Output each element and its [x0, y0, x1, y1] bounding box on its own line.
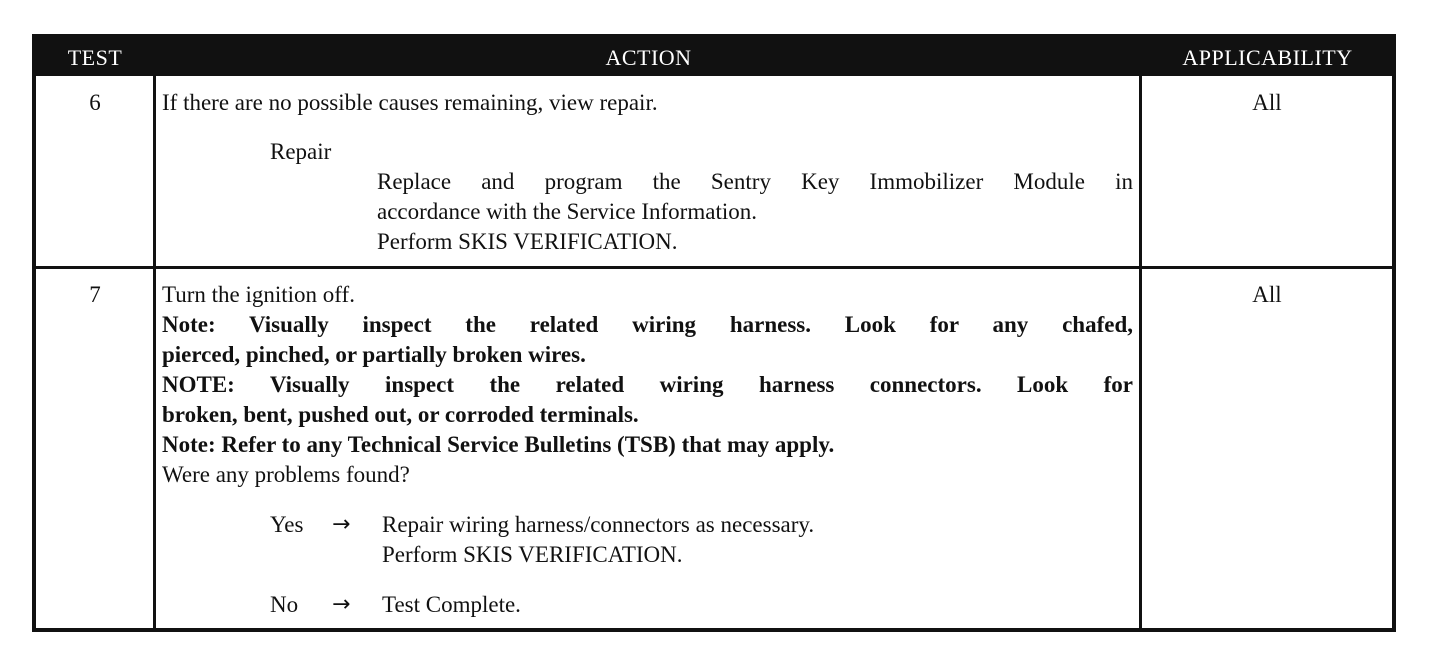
test-number: 7 [89, 282, 101, 307]
right-arrow-icon: → [332, 592, 351, 617]
applicability-value: All [1252, 282, 1282, 307]
repair-line: Perform SKIS VERIFICATION. [377, 229, 678, 254]
yes-outcome-line: Repair wiring harness/connectors as necessary. [382, 512, 815, 537]
repair-line: accordance with the Service Information. [377, 199, 757, 224]
header-applicability: APPLICABILITY [1182, 45, 1353, 70]
repair-label: Repair [270, 139, 332, 164]
action-instruction: If there are no possible causes remaining, view repair. [162, 90, 658, 115]
test-number: 6 [89, 90, 101, 115]
question-text: Were any problems found? [162, 462, 410, 487]
note-line: Note: Visually inspect the related wiring harness. Look for any chafed, [162, 312, 1133, 337]
header-action: ACTION [605, 45, 692, 70]
column-divider [1139, 76, 1142, 628]
row-divider [36, 266, 1392, 269]
note-line: NOTE: Visually inspect the related wiring harness connectors. Look for [162, 372, 1133, 397]
no-outcome: Test Complete. [382, 592, 521, 617]
no-label: No [270, 592, 299, 617]
right-arrow-icon: → [332, 512, 351, 537]
yes-label: Yes [270, 512, 304, 537]
column-divider [153, 76, 156, 628]
yes-outcome-line: Perform SKIS VERIFICATION. [382, 542, 683, 567]
repair-description [377, 167, 1133, 257]
note-line: broken, bent, pushed out, or corroded terminals. [162, 402, 639, 427]
action-instruction: Turn the ignition off. [162, 282, 355, 307]
applicability-value: All [1252, 90, 1282, 115]
repair-line: Replace and program the Sentry Key Immobilizer Module in [377, 169, 1133, 194]
diagnostic-test-table [32, 34, 1396, 632]
note-line: pierced, pinched, or partially broken wires. [162, 342, 586, 367]
inspection-notes [162, 310, 1133, 460]
note-line: Note: Refer to any Technical Service Bulletins (TSB) that may apply. [162, 432, 835, 457]
table-header [36, 38, 1392, 76]
header-test: TEST [67, 45, 123, 70]
